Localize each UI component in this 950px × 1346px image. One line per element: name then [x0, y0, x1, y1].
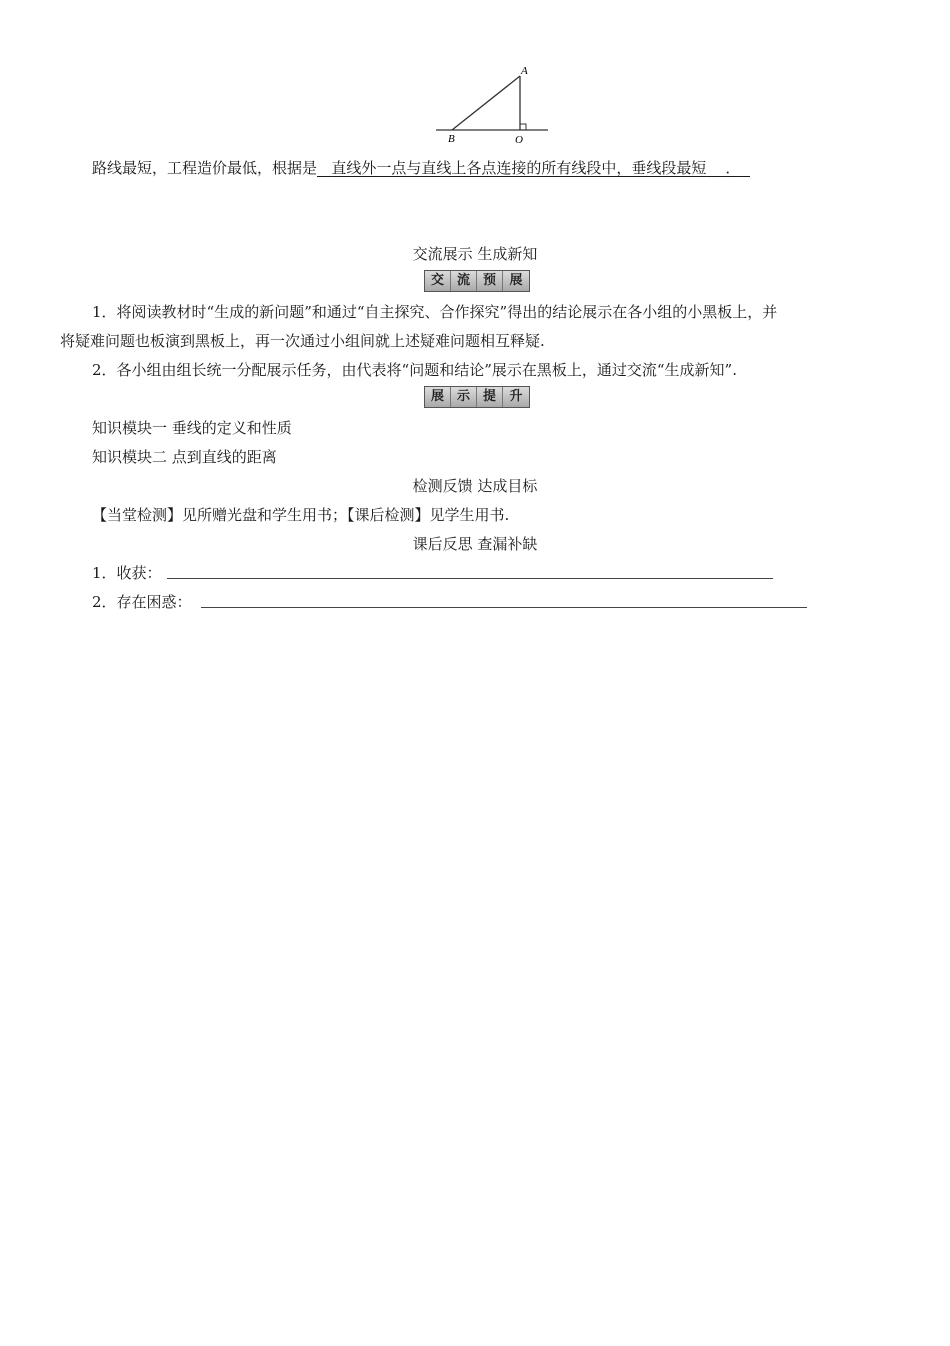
badge-char: 展: [425, 387, 451, 407]
right-angle-mark: [520, 124, 526, 130]
badge-char: 示: [451, 387, 477, 407]
intro-line: [92, 158, 750, 178]
badge-char: 流: [451, 271, 477, 291]
section-title-exchange: 交流展示 生成新知: [412, 245, 538, 263]
item1-line2: 将疑难问题也板演到黑板上，再一次通过小组间就上述疑难问题相互释疑.: [60, 332, 545, 350]
reflect-gain-label: 1．收获：: [92, 564, 162, 582]
reflect-gain-blank[interactable]: [167, 578, 773, 579]
reflect-confusion-label: 2．存在困惑：: [92, 593, 192, 611]
section-title-reflect: 课后反思 查漏补缺: [412, 535, 538, 553]
label-a: A: [521, 65, 528, 77]
check-line: 【当堂检测】见所赠光盘和学生用书；【课后检测】见学生用书.: [92, 506, 510, 524]
intro-prefix: 路线最短，工程造价最低，根据是: [92, 159, 318, 177]
intro-answer: 直线外一点与直线上各点连接的所有线段中，垂线段最短 ．: [331, 159, 741, 177]
badge-char: 展: [509, 273, 523, 288]
segment-ab: [452, 76, 520, 130]
badge-display-improve: [424, 386, 530, 408]
module2: 知识模块二 点到直线的距离: [92, 448, 277, 466]
section-title-check: 检测反馈 达成目标: [412, 477, 538, 495]
badge-char: 提: [477, 387, 503, 407]
item2: 2．各小组由组长统一分配展示任务，由代表将“问题和结论”展示在黑板上，通过交流“生成新知”.: [92, 361, 737, 379]
reflect-confusion-blank[interactable]: [201, 607, 807, 608]
label-o: O: [515, 134, 523, 146]
label-b: B: [448, 133, 455, 145]
item1-line1: 1．将阅读教材时“生成的新问题”和通过“自主探究、合作探究”得出的结论展示在各小组的小黑板上，并: [92, 303, 778, 321]
module1: 知识模块一 垂线的定义和性质: [92, 419, 292, 437]
badge-char: 升: [509, 389, 523, 404]
badge-char: 预: [477, 271, 503, 291]
badge-exchange-preview: [424, 270, 530, 292]
badge-char: 交: [425, 271, 451, 291]
geometry-figure: [430, 62, 560, 148]
